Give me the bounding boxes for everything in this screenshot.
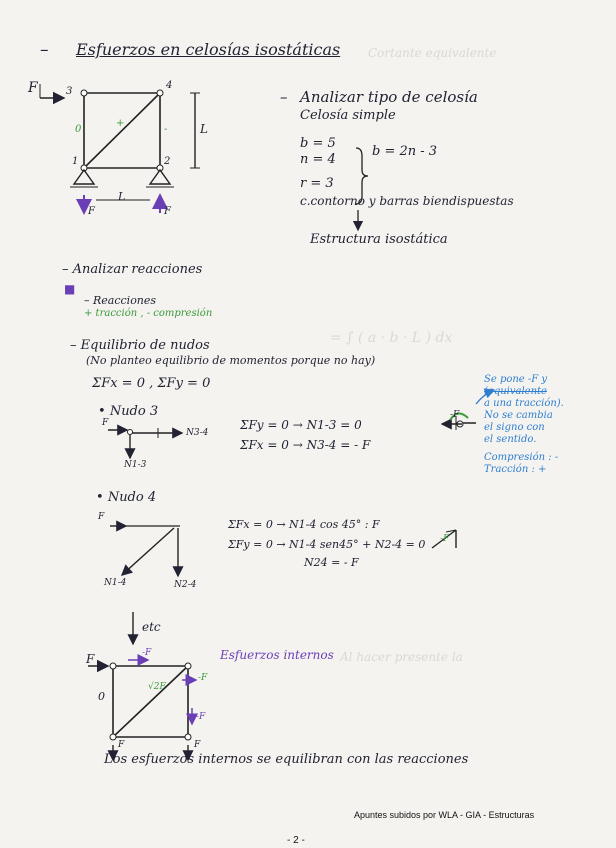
node4-title: • Nudo 4 xyxy=(96,490,157,505)
node3-eq2: ΣFx = 0 → N3-4 = - F xyxy=(240,438,371,452)
conclusion-text: Los esfuerzos internos se equilibran con las reacciones xyxy=(104,752,469,767)
equilibrium-heading-text: Equilibrio de nudos xyxy=(80,338,210,353)
truss1-node3-label: 3 xyxy=(66,86,73,97)
show-through-text: Cortante equivalente xyxy=(368,46,497,60)
internal-reaction-right: F xyxy=(194,740,201,750)
side-note-line: No se cambia xyxy=(484,410,553,421)
side-note-line: Tracción : + xyxy=(484,464,547,475)
analysis-condition: c.contorno y barras biendispuestas xyxy=(300,194,514,208)
truss1-force-label: F xyxy=(28,80,38,96)
node3-bar-v-label: N1-3 xyxy=(124,460,147,470)
side-sketch-neg-label: -F xyxy=(440,534,450,544)
node4-bar-v-label: N2-4 xyxy=(174,580,197,590)
side-note-line: el signo con xyxy=(484,422,545,433)
node3-diagram xyxy=(108,428,182,458)
truss1-height-label: L xyxy=(200,122,208,136)
internal-reaction-left: F xyxy=(118,740,125,750)
node4-bar-d-label: N1-4 xyxy=(104,578,127,588)
equilibrium-heading: – Equilibrio de nudos xyxy=(70,338,210,353)
etc-label: etc xyxy=(142,620,161,634)
truss1-node4-label: 4 xyxy=(166,80,173,91)
analysis-r: r = 3 xyxy=(300,176,334,191)
internal-force-label: F xyxy=(86,652,95,666)
truss1-reaction-left: F xyxy=(88,206,95,217)
analysis-n: n = 4 xyxy=(300,152,336,167)
reactions-heading-text: Analizar reacciones xyxy=(72,262,203,277)
node3-eq1: ΣFy = 0 → N1-3 = 0 xyxy=(240,418,362,432)
truss1-bar-zero: 0 xyxy=(75,124,82,135)
node4-title-text: Nudo 4 xyxy=(107,490,157,505)
node3-title-text: Nudo 3 xyxy=(109,404,159,419)
node3-force-label: F xyxy=(102,418,109,428)
node3-bar-h-label: N3-4 xyxy=(186,428,209,438)
show-through-text: Al hacer presente la xyxy=(340,650,463,664)
page-number: - 2 - xyxy=(287,835,305,846)
side-note-line: Compresión : - xyxy=(484,452,559,463)
side-sketch-label: -F xyxy=(450,410,460,420)
page-title: Esfuerzos en celosías isostáticas xyxy=(76,40,341,59)
side-note-line: Se pone -F y xyxy=(484,374,548,385)
reactions-sub-text: Reacciones xyxy=(93,294,157,307)
equilibrium-sums: ΣFx = 0 , ΣFy = 0 xyxy=(92,376,211,391)
equilibrium-note: (No planteo equilibrio de momentos porque no hay) xyxy=(86,354,376,367)
node4-force-label: F xyxy=(98,512,105,522)
reactions-heading: – Analizar reacciones xyxy=(62,262,203,277)
internal-top-value: -F xyxy=(142,648,152,658)
node4-eq2: ΣFy = 0 → N1-4 sen45° + N2-4 = 0 xyxy=(228,538,426,551)
truss1-reaction-right: F xyxy=(164,206,171,217)
side-note xyxy=(484,374,564,476)
internal-right-value: -F xyxy=(198,673,208,683)
side-note-line: a una tracción). xyxy=(484,398,564,409)
truss1-bar-minus: - xyxy=(164,124,168,135)
truss1-bar-plus: + xyxy=(116,118,125,129)
internal-right2-value: -F xyxy=(196,712,206,722)
reactions-sub: – Reacciones xyxy=(84,294,157,307)
reactions-legend: + tracción , - compresión xyxy=(84,308,213,319)
analysis-dash: – xyxy=(280,88,288,106)
internal-left-value: 0 xyxy=(98,690,105,703)
truss1-node2-label: 2 xyxy=(164,156,171,167)
internal-label: Esfuerzos internos xyxy=(220,648,334,662)
footer-text: Apuntes subidos por WLA - GIA - Estructuras xyxy=(354,810,535,820)
internal-truss xyxy=(88,660,196,760)
truss1-length-label: L xyxy=(118,190,126,203)
analysis-heading: Analizar tipo de celosía xyxy=(300,88,478,106)
node4-eq3: N24 = - F xyxy=(304,556,359,569)
analysis-type: Celosía simple xyxy=(300,108,396,123)
analysis-result: Estructura isostática xyxy=(310,232,448,247)
show-through-text: = ∫ ( a · b · L ) dx xyxy=(330,330,453,346)
truss1-node1-label: 1 xyxy=(72,156,79,167)
side-note-line: el sentido. xyxy=(484,434,537,445)
reactions-bullet: ■ xyxy=(64,282,76,296)
node4-eq1: ΣFx = 0 → N1-4 cos 45° : F xyxy=(228,518,380,531)
node3-title: • Nudo 3 xyxy=(98,404,159,419)
side-note-line: (equivalente xyxy=(484,386,547,397)
analysis-b: b = 5 xyxy=(300,136,336,151)
analysis-formula: b = 2n - 3 xyxy=(372,144,438,159)
title-dash: – xyxy=(40,40,49,60)
internal-diag-value: √2F xyxy=(148,682,166,692)
node4-diagram xyxy=(110,526,180,576)
